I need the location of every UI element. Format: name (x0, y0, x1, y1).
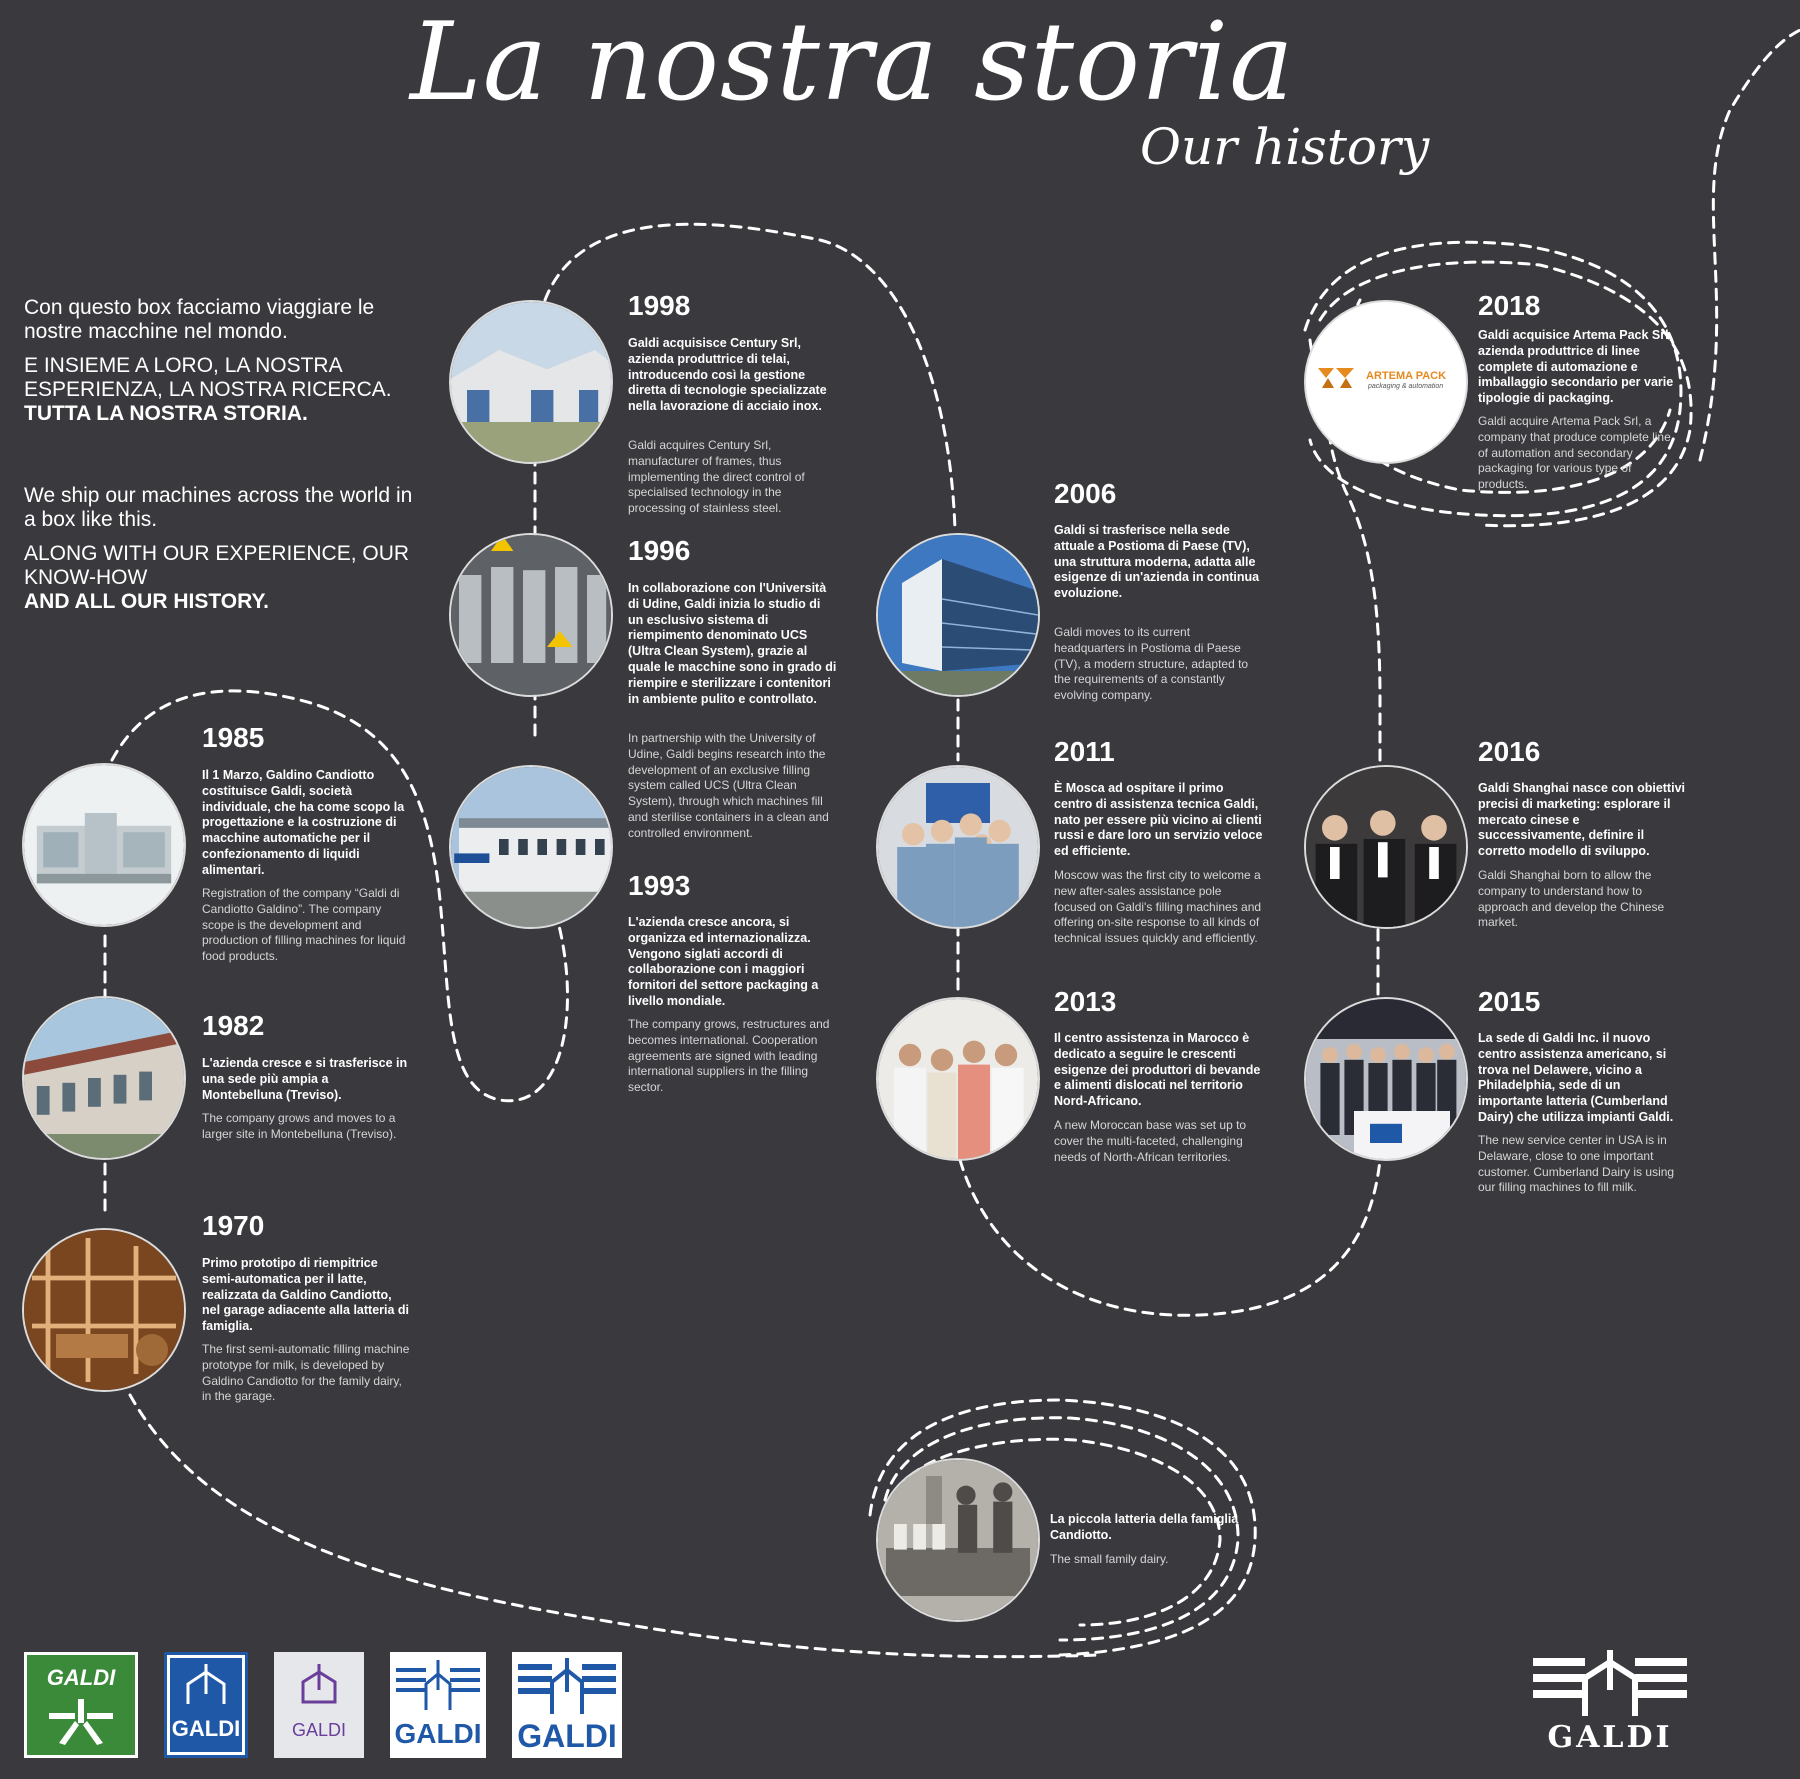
text-1970-en: The first semi-automatic filling machine prototype for milk, is developed by Galdino Candiotto for the family dairy, in the garage. (202, 1342, 410, 1404)
photo-2006-postioma-building (876, 533, 1040, 697)
year-2016: 2016 (1478, 736, 1541, 767)
text-1993-en: The company grows, restructures and becomes international. Cooperation agreements are signed with leading international suppliers in the filling sector. (628, 1017, 830, 1095)
photo-2015-usa-team (1304, 997, 1468, 1161)
year-1982: 1982 (202, 1010, 265, 1041)
galdi-logo-main-text: GALDI (1547, 1720, 1673, 1755)
photo-1982-building (22, 996, 186, 1160)
text-1996-it: In collaborazione con l'Università di Udine, Galdi inizia lo studio di un esclusivo sistema di riempimento denominato UCS (Ultra Clean System), grazie al quale le macchine sono in grado di riempire e sterilizzare i contenitori in ambiente pulito e controllato. (628, 581, 837, 706)
text-1996-en: In partnership with the University of Udine, Galdi begins research into the development of an exclusive filling system called UCS (Ultra Clean System), through which machines fill and sterilise containers in a clean and controlled environment. (628, 731, 829, 840)
text-1982-en: The company grows and moves to a larger site in Montebelluna (Treviso). (202, 1111, 397, 1141)
text-1982-it: L'azienda cresce e si trasferisce in una sede più ampia a Montebelluna (Treviso). (202, 1056, 408, 1102)
artema-pack-logo-circle (1304, 300, 1468, 464)
text-2018-it: Galdi acquisice Artema Pack Srl, azienda produttrice di linee complete di automazione e imballaggio secondario per varie tipologie di packaging. (1478, 328, 1674, 406)
text-2016-en: Galdi Shanghai born to allow the company to understand how to approach and develop the Chinese market. (1478, 868, 1665, 930)
artema-pack-logo-name: ARTEMA PACK (1366, 370, 1447, 382)
text-2016-it: Galdi Shanghai nasce con obiettivi precisi di marketing: esplorare il mercato cinese e successivamente, definire il corretto modello di sviluppo. (1478, 781, 1685, 859)
galdi-logo-green-text: GALDI (46, 1665, 116, 1690)
galdi-logo-main-white (1530, 1650, 1690, 1756)
text-2018-en: Galdi acquire Artema Pack Srl, a company that produce complete line of automation and secondary packaging for various type of products. (1478, 414, 1671, 492)
year-2006: 2006 (1054, 478, 1117, 509)
galdi-logo-grey (274, 1652, 364, 1758)
galdi-logo-blue-frame (164, 1652, 248, 1758)
intro-en-line2: ALONG WITH OUR EXPERIENCE, OUR KNOW-HOW (24, 542, 410, 589)
year-1996: 1996 (628, 535, 691, 566)
galdi-logo-lined-text: GALDI (394, 1718, 482, 1749)
text-2013-en: A new Moroccan base was set up to cover the multi-faceted, challenging needs of North-African territories. (1054, 1118, 1247, 1164)
photo-family-dairy (876, 1458, 1040, 1622)
photo-1993-headquarters (449, 765, 613, 929)
text-2006-it: Galdi si trasferisce nella sede attuale a Postioma di Paese (TV), una struttura moderna, adatta alle esigenze di un'azienda in continua evoluzione. (1054, 523, 1260, 601)
page-subtitle: Our history (1140, 118, 1430, 176)
text-2015-it: La sede di Galdi Inc. il nuovo centro assistenza americano, si trova nel Delawere, vicino a Philadelphia, sede di un importante latteria (Cumberland Dairy) che utilizza impianti Galdi. (1478, 1031, 1674, 1124)
page-title: La nostra storia (410, 0, 1295, 125)
text-1985-it: Il 1 Marzo, Galdino Candiotto costituisce Galdi, società individuale, che ha come scopo la progettazione e la costruzione di macchine automatiche per il confezionamento di liquidi alimentari. (202, 768, 405, 877)
intro-italian (24, 296, 424, 436)
text-2011-en: Moscow was the first city to welcome a new after-sales assistance pole focused on Galdi's filling machines and offering on-site response to all kinds of technical issues quickly and efficiently. (1054, 868, 1262, 946)
intro-english (24, 484, 424, 624)
photo-2016-shanghai-team (1304, 765, 1468, 929)
intro-it-line1: Con questo box facciamo viaggiare le nostre macchine nel mondo. (24, 296, 375, 343)
year-1998: 1998 (628, 290, 691, 321)
text-2013-it: Il centro assistenza in Marocco è dedicato a seguire le crescenti esigenze dei produttori di bevande e alimenti dislocati nel territorio Nord-Africano. (1054, 1031, 1261, 1109)
galdi-logo-lined (390, 1652, 486, 1758)
text-dairy-en: The small family dairy. (1050, 1552, 1169, 1566)
text-1985-en: Registration of the company “Galdi di Candiotto Galdino”. The company scope is the development and production of filling machines for liquid food products. (202, 886, 406, 964)
intro-en-line1: We ship our machines across the world in a box like this. (24, 484, 413, 531)
artema-pack-logo-tagline: packaging & automation (1368, 383, 1444, 390)
text-2006-en: Galdi moves to its current headquarters in Postioma di Paese (TV), a modern structure, adapted to the requirements of a constantly evolving company. (1054, 625, 1249, 703)
intro-it-line2: E INSIEME A LORO, LA NOSTRA ESPERIENZA, LA NOSTRA RICERCA. (24, 354, 392, 401)
photo-1996-ucs-machine (449, 533, 613, 697)
text-dairy-it: La piccola latteria della famiglia Candiotto. (1050, 1512, 1239, 1542)
photo-1985-machine (22, 763, 186, 927)
photo-2013-morocco-team (876, 997, 1040, 1161)
text-2015-en: The new service center in USA is in Delaware, close to one important customer. Cumberland Dairy is using our filling machines to fill milk. (1478, 1133, 1675, 1195)
text-2011-it: È Mosca ad ospitare il primo centro di assistenza tecnica Galdi, nato per essere più vicino ai clienti russi e dare loro un servizio veloce ed efficiente. (1054, 781, 1263, 859)
text-1993-it: L'azienda cresce ancora, si organizza ed internazionalizza. Vengono siglati accordi di collaborazione con i maggiori fornitori del settore packaging a livello mondiale. (628, 915, 819, 1008)
artema-pack-logo-icon (1318, 368, 1354, 388)
text-1998-it: Galdi acquisisce Century Srl, azienda produttrice di telai, introducendo così la gestione diretta di tecnologie specializzate nella lavorazione di acciaio inox. (628, 336, 827, 414)
galdi-logo-current-blue-text: GALDI (517, 1718, 617, 1754)
year-2013: 2013 (1054, 986, 1117, 1017)
year-1970: 1970 (202, 1210, 265, 1241)
photo-1970-prototype (22, 1228, 186, 1392)
year-1993: 1993 (628, 870, 691, 901)
year-1985: 1985 (202, 722, 265, 753)
galdi-logo-grey-text: GALDI (291, 1720, 347, 1740)
text-1998-en: Galdi acquires Century Srl, manufacturer of frames, thus implementing the direct control of specialised technology in the processing of stainless steel. (628, 438, 805, 516)
year-2018: 2018 (1478, 290, 1541, 321)
galdi-logo-blue-text: GALDI (171, 1716, 241, 1741)
photo-2011-moscow-team (876, 765, 1040, 929)
year-2015: 2015 (1478, 986, 1541, 1017)
year-2011: 2011 (1054, 736, 1115, 767)
text-1970-it: Primo prototipo di riempitrice semi-automatica per il latte, realizzata da Galdino Candiotto, nel garage adiacente alla latteria di famiglia. (202, 1256, 410, 1334)
intro-it-line3: TUTTA LA NOSTRA STORIA. (24, 402, 308, 425)
galdi-logo-green (24, 1652, 138, 1758)
photo-1998-warehouse (449, 300, 613, 464)
galdi-logo-current-blue (512, 1652, 622, 1758)
intro-en-line3: AND ALL OUR HISTORY. (24, 590, 270, 613)
